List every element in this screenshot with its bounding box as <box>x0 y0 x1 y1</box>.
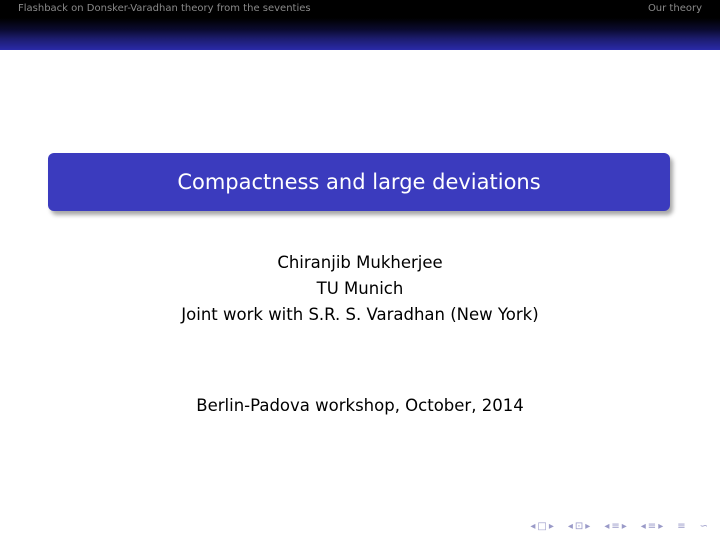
beamer-navigation-bar <box>530 519 708 533</box>
section-nav-right[interactable]: Our theory <box>647 3 702 14</box>
subsection-nav-group <box>568 521 590 532</box>
section-nav-group <box>604 521 626 532</box>
frame-nav-group <box>530 521 554 532</box>
slide-title: Compactness and large deviations <box>177 170 541 194</box>
all-icon[interactable]: ≡ <box>647 520 657 532</box>
header-gradient-band <box>0 18 720 50</box>
next-subsection-icon[interactable]: ▸ <box>585 520 591 532</box>
next-all-icon[interactable]: ▸ <box>658 520 664 532</box>
section-icon[interactable]: ≡ <box>611 520 620 532</box>
prev-section-icon[interactable]: ◂ <box>604 520 610 532</box>
author-block <box>0 250 720 328</box>
next-frame-icon[interactable]: ▸ <box>548 520 554 532</box>
headline-bar <box>0 0 720 18</box>
author-affiliation: TU Munich <box>316 279 404 298</box>
prev-all-icon[interactable]: ◂ <box>640 520 646 532</box>
frame-icon[interactable]: □ <box>537 520 547 532</box>
next-section-icon[interactable]: ▸ <box>621 520 627 532</box>
subsection-icon[interactable]: ⊡ <box>574 520 584 532</box>
event-line: Berlin-Padova workshop, October, 2014 <box>196 396 524 415</box>
search-icon[interactable]: ∽ <box>699 520 708 532</box>
author-name: Chiranjib Mukherjee <box>277 253 443 272</box>
prev-subsection-icon[interactable]: ◂ <box>567 520 573 532</box>
joint-work-line: Joint work with S.R. S. Varadhan (New York) <box>181 305 539 324</box>
section-nav-left[interactable]: Flashback on Donsker-Varadhan theory from the seventies <box>18 3 311 14</box>
align-icon[interactable]: ≡ <box>677 520 686 532</box>
title-box <box>48 153 670 211</box>
prev-frame-icon[interactable]: ◂ <box>530 520 536 532</box>
presentation-nav-group <box>641 521 663 532</box>
